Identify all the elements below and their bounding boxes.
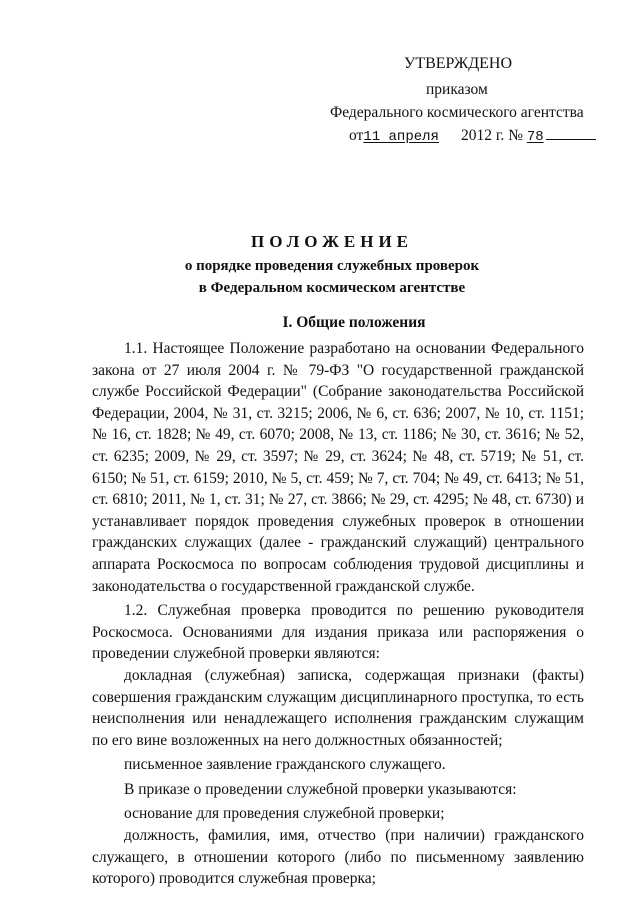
- document-body: [92, 338, 584, 890]
- approved-word: УТВЕРЖДЕНО: [404, 55, 513, 72]
- document-subtitle-line1: о порядке проведения служебных проверок: [184, 258, 480, 274]
- document-subtitle-line2: в Федеральном космическом агентстве: [198, 280, 466, 296]
- date-day-month: 11 апреля: [363, 129, 439, 145]
- paragraph-position-name: должность, фамилия, имя, отчество (при наличии) гражданского служащего, в отношении которого (либо по письменному заявлению которого) проводится служебная проверка;: [92, 827, 584, 888]
- paragraph-written-statement: письменное заявление гражданского служащего.: [124, 756, 446, 774]
- order-number: 78: [526, 129, 544, 145]
- paragraph-order-contents: В приказе о проведении служебной проверки указываются:: [124, 780, 517, 798]
- date-year: 2012 г.: [460, 127, 505, 144]
- section-heading: I. Общие положения: [282, 314, 426, 331]
- paragraph-1-2: 1.2. Служебная проверка проводится по решению руководителя Роскосмоса. Основаниями для издания приказа или распоряжения о проведении служебной проверки являются:: [92, 602, 584, 663]
- approval-dateline: [349, 124, 596, 149]
- paragraph-report-note: докладная (служебная) записка, содержащая признаки (факты) совершения гражданским служащим дисциплинарного проступка, то есть неисполнения или ненадлежащего исполнения гражданским служащим по его вине возложенных на него должностных обязанностей;: [92, 666, 584, 749]
- number-underline: [546, 139, 596, 140]
- paragraph-basis: основание для проведения служебной проверки;: [124, 805, 445, 823]
- document-title: ПОЛОЖЕНИЕ: [251, 232, 413, 251]
- date-prefix: от: [349, 127, 364, 144]
- paragraph-1-1: 1.1. Настоящее Положение разработано на основании Федерального закона от 27 июля 2004 г. № 79-ФЗ "О государственной гражданской службе Российской Федерации" (Собрание законодательства Российской Федерации, 2004, № 31, ст. 3215; 2006, № 6, ст. 636; 2007, № 10, ст. 1151; № 16, ст. 1828; № 49, ст. 6070; 2008, № 13, ст. 1186; № 30, ст. 3616; № 52, ст. 6235; 2009, № 29, ст. 3597; № 29, ст. 3624; № 48, ст. 5719; № 51, ст. 6150; № 51, ст. 6159; 2010, № 5, ст. 459; № 7, ст. 704; № 49, ст. 6413; № 51, ст. 6810; 2011, № 1, ст. 31; № 27, ст. 3866; № 29, ст. 4295; № 48, ст. 6730) и устанавливает порядок проведения служебных проверок в отношении гражданских служащих (далее - гражданский служащий) центрального аппарата Роскосмоса по вопросам соблюдения трудовой дисциплины и законодательства о государственной гражданской службе.: [92, 340, 584, 595]
- approved-by-order: приказом: [426, 81, 488, 98]
- approving-agency: Федерального космического агентства: [330, 104, 584, 121]
- number-sign: №: [508, 127, 523, 144]
